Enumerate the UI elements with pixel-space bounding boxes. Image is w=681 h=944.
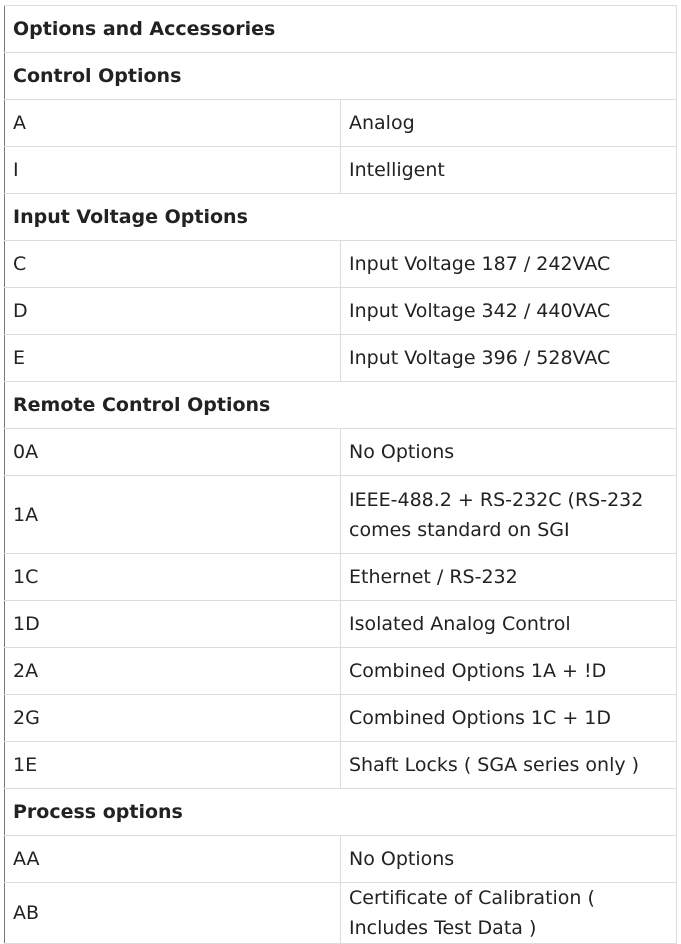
table-row xyxy=(5,476,677,554)
option-code: 2G xyxy=(5,695,341,742)
option-description: Shaft Locks ( SGA series only ) xyxy=(341,742,677,789)
table-row xyxy=(5,554,677,601)
option-code: 1A xyxy=(5,476,341,554)
option-code: 2A xyxy=(5,648,341,695)
table-title: Options and Accessories xyxy=(5,6,677,53)
options-table xyxy=(4,5,677,944)
table-title-row xyxy=(5,6,677,53)
options-table-container xyxy=(4,5,677,944)
table-row xyxy=(5,288,677,335)
option-description: Input Voltage 187 / 242VAC xyxy=(341,241,677,288)
option-description: Isolated Analog Control xyxy=(341,601,677,648)
table-row xyxy=(5,836,677,883)
option-description: Input Voltage 396 / 528VAC xyxy=(341,335,677,382)
section-heading-input-voltage-options: Input Voltage Options xyxy=(5,194,677,241)
section-heading-row xyxy=(5,53,677,100)
section-heading-row xyxy=(5,382,677,429)
option-code: E xyxy=(5,335,341,382)
option-description: Intelligent xyxy=(341,147,677,194)
option-description: Certificate of Calibration ( Includes Test Data ) xyxy=(341,883,677,944)
table-row xyxy=(5,100,677,147)
option-description: No Options xyxy=(341,429,677,476)
option-description: Ethernet / RS-232 xyxy=(341,554,677,601)
option-code: 1D xyxy=(5,601,341,648)
option-code: AB xyxy=(5,883,341,944)
option-code: 1C xyxy=(5,554,341,601)
section-heading-row xyxy=(5,789,677,836)
option-code: C xyxy=(5,241,341,288)
table-row xyxy=(5,147,677,194)
option-code: AA xyxy=(5,836,341,883)
table-row xyxy=(5,742,677,789)
option-description: No Options xyxy=(341,836,677,883)
table-row xyxy=(5,648,677,695)
option-description: Input Voltage 342 / 440VAC xyxy=(341,288,677,335)
table-row xyxy=(5,335,677,382)
table-row xyxy=(5,695,677,742)
table-row xyxy=(5,601,677,648)
option-description: Analog xyxy=(341,100,677,147)
option-description: Combined Options 1A + !D xyxy=(341,648,677,695)
option-description: Combined Options 1C + 1D xyxy=(341,695,677,742)
section-heading-row xyxy=(5,194,677,241)
table-row xyxy=(5,241,677,288)
table-row xyxy=(5,883,677,944)
section-heading-process-options: Process options xyxy=(5,789,677,836)
option-code: A xyxy=(5,100,341,147)
table-row xyxy=(5,429,677,476)
option-code: 1E xyxy=(5,742,341,789)
option-description: IEEE-488.2 + RS-232C (RS-232 comes standard on SGI xyxy=(341,476,677,554)
option-code: 0A xyxy=(5,429,341,476)
section-heading-control-options: Control Options xyxy=(5,53,677,100)
option-code: D xyxy=(5,288,341,335)
option-code: I xyxy=(5,147,341,194)
section-heading-remote-control-options: Remote Control Options xyxy=(5,382,677,429)
